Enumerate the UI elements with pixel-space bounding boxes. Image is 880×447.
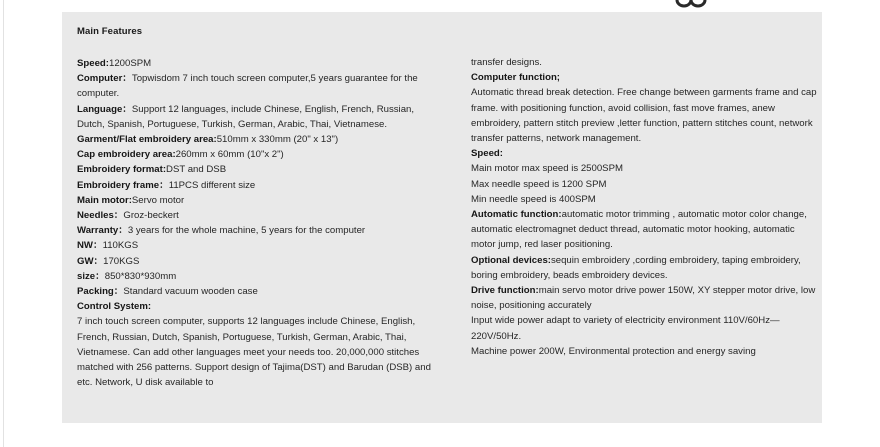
feature-text: transfer designs. [471,57,542,68]
feature-item [77,102,437,132]
feature-label: GW： [77,255,104,267]
feature-label: NW： [77,240,103,252]
feature-label: Needles： [77,210,124,222]
feature-text: 11PCS different size [168,179,256,191]
feature-text: Standard vacuum wooden case [123,286,258,298]
feature-text: 7 inch touch screen computer, supports 12 languages include Chinese, English, French, Russian, Dutch, Spanish, Portuguese, Turkish, German, Arabic, Thai, Vietnamese. Can add other languages meet your needs too. 20,000,000 stitches matched with 256 patterns. Support design of Tajima(DST) and Barudan (DSB) and etc. Network, U disk available to [77,316,431,389]
feature-item [77,223,437,238]
feature-text: Main motor max speed is 2500SPM [471,163,623,175]
feature-text: Input wide power adapt to variety of electricity environment 110V/60Hz—220V/50Hz. [471,315,780,342]
feature-item [471,283,821,313]
feature-label: Computer： [77,73,132,85]
feature-item [471,146,821,161]
feature-item [471,313,821,343]
feature-item [77,299,437,314]
feature-text: main servo motor drive power 150W, XY stepper motor drive, low noise, positioning accurately [471,285,816,312]
feature-item [471,177,821,192]
feature-label: Automatic function: [471,209,562,221]
feature-item [77,238,437,253]
feature-label: Warranty： [77,225,128,237]
features-right-column [471,55,821,359]
features-left-column [77,56,437,390]
feature-item [471,192,821,207]
feature-text: Groz-beckert [123,210,179,222]
feature-item [77,132,437,147]
feature-item [471,70,821,85]
feature-text: Machine power 200W, Environmental protection and energy saving [471,345,756,357]
feature-text: Automatic thread break detection. Free change between garments frame and cap frame. with positioning function, avoid collision, fast move frames, anew embroidery, pattern stitch preview ,letter function, pattern stitches count, network transfer patterns, network management. [471,87,817,145]
feature-item [77,208,437,223]
feature-label: Cap embroidery area: [77,149,176,161]
feature-item [471,161,821,176]
feature-text: 850*830*930mm [104,270,177,282]
feature-item [77,147,437,162]
feature-text: automatic motor trimming , automatic motor color change, automatic electromagnet deduct thread, automatic motor hooking, automatic motor jump, red laser positioning. [471,209,807,251]
feature-text: sequin embroidery ,cording embroidery, taping embroidery, boring embroidery, beads embroidery devices. [471,254,801,281]
feature-label: Packing： [77,286,124,298]
feature-label: Garment/Flat embroidery area: [77,134,217,146]
feature-text: 110KGS [102,240,139,252]
feature-label: Drive function: [471,285,539,297]
feature-text: 260mm x 60mm (10"x 2") [175,149,284,161]
section-title: Main Features [77,26,143,37]
feature-item [471,207,821,253]
feature-item [77,193,437,208]
feature-label: Embroidery format: [77,164,167,176]
feature-item [77,71,437,101]
feature-text: Max needle speed is 1200 SPM [471,178,607,190]
feature-text: DST and DSB [166,164,227,176]
feature-text: Topwisdom 7 inch touch screen computer,5 years guarantee for the computer. [77,73,418,100]
feature-label: Embroidery frame： [77,179,169,191]
feature-text: 510mm x 330mm (20" x 13") [216,134,339,146]
feature-item [471,253,821,283]
feature-item [77,269,437,284]
feature-item [77,254,437,269]
product-image-fragment [672,0,712,10]
feature-label: Control System: [77,301,152,313]
feature-text: Servo motor [131,194,185,206]
feature-text: 1200SPM [109,58,152,69]
feature-label: Speed: [77,58,109,69]
feature-label: Main motor: [77,194,132,206]
feature-item [77,314,437,390]
feature-item [471,85,821,146]
feature-text: 170KGS [103,255,140,267]
feature-item [77,56,437,71]
feature-label: Optional devices: [471,254,551,266]
feature-item [77,178,437,193]
feature-text: Support 12 languages, include Chinese, English, French, Russian, Dutch, Spanish, Portuguese, Turkish, German, Arabic, Thai, Vietnamese. [77,103,415,130]
feature-label: size： [77,270,105,282]
main-features-panel [62,12,822,423]
feature-item [471,344,821,359]
page-edge-line [3,0,4,447]
feature-label: Speed: [471,148,503,160]
feature-item [77,284,437,299]
feature-text: 3 years for the whole machine, 5 years for the computer [127,225,366,237]
feature-label: Computer function; [471,72,560,84]
feature-item [471,55,821,70]
feature-text: Min needle speed is 400SPM [471,193,596,205]
feature-item [77,162,437,177]
feature-label: Language： [77,103,132,115]
